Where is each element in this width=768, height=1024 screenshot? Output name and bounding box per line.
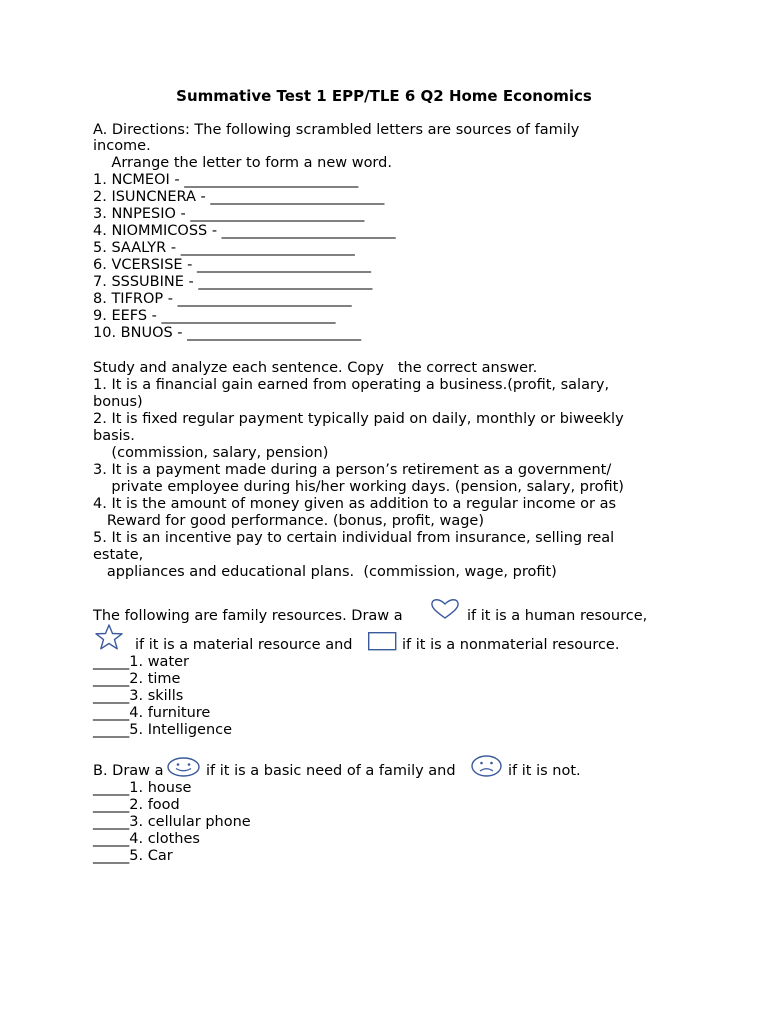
- scramble-item: 3. NNPESIO - ________________________: [93, 206, 365, 222]
- resources-text-c: if it is a material resource and: [135, 637, 353, 653]
- scramble-item: 9. EEFS - ________________________: [93, 308, 336, 324]
- need-item: _____5. Car: [93, 848, 173, 864]
- square-icon: [368, 632, 397, 651]
- study-line: bonus): [93, 394, 143, 410]
- section-b-text-c: if it is not.: [508, 763, 581, 779]
- section-b-text-b: if it is a basic need of a family and: [206, 763, 456, 779]
- scramble-item: 2. ISUNCNERA - ________________________: [93, 189, 385, 205]
- study-line: 4. It is the amount of money given as addition to a regular income or as: [93, 496, 617, 512]
- directions-line-2: income.: [93, 138, 151, 154]
- resource-item: _____1. water: [93, 654, 190, 670]
- star-icon: [94, 624, 124, 650]
- resource-item: _____2. time: [93, 671, 181, 687]
- study-line: 5. It is an incentive pay to certain individual from insurance, selling real: [93, 530, 615, 546]
- page-title: Summative Test 1 EPP/TLE 6 Q2 Home Economics: [176, 87, 592, 105]
- need-item: _____3. cellular phone: [93, 814, 251, 830]
- study-intro: Study and analyze each sentence. Copy the correct answer.: [93, 360, 538, 376]
- resource-item: _____3. skills: [93, 688, 184, 704]
- scramble-item: 7. SSSUBINE - ________________________: [93, 274, 373, 290]
- resource-item: _____5. Intelligence: [93, 722, 233, 738]
- heart-icon: [429, 597, 461, 621]
- directions-line-1: A. Directions: The following scrambled letters are sources of family: [93, 122, 580, 138]
- scramble-item: 5. SAALYR - ________________________: [93, 240, 355, 256]
- scramble-item: 10. BNUOS - ________________________: [93, 325, 362, 341]
- need-item: _____1. house: [93, 780, 192, 796]
- study-line: 1. It is a financial gain earned from operating a business.(profit, salary,: [93, 377, 610, 393]
- directions-line-3: Arrange the letter to form a new word.: [93, 155, 392, 171]
- study-line: estate,: [93, 547, 144, 563]
- scramble-item: 6. VCERSISE - ________________________: [93, 257, 372, 273]
- smiley-face-icon: [167, 757, 200, 777]
- study-line: appliances and educational plans. (commission, wage, profit): [93, 564, 557, 580]
- resources-text-a: The following are family resources. Draw a: [93, 608, 403, 624]
- scramble-item: 4. NIOMMICOSS - ________________________: [93, 223, 396, 239]
- scramble-item: 1. NCMEOI - ________________________: [93, 172, 359, 188]
- resources-text-d: if it is a nonmaterial resource.: [402, 637, 620, 653]
- resources-text-b: if it is a human resource,: [467, 608, 648, 624]
- study-line: 2. It is fixed regular payment typically paid on daily, monthly or biweekly: [93, 411, 624, 427]
- scramble-item: 8. TIFROP - ________________________: [93, 291, 352, 307]
- sad-face-icon: [471, 755, 502, 777]
- study-line: 3. It is a payment made during a person’s retirement as a government/: [93, 462, 612, 478]
- section-b-text-a: B. Draw a: [93, 763, 164, 779]
- study-line: basis.: [93, 428, 135, 444]
- study-line: Reward for good performance. (bonus, profit, wage): [93, 513, 484, 529]
- study-line: private employee during his/her working days. (pension, salary, profit): [93, 479, 624, 495]
- resource-item: _____4. furniture: [93, 705, 211, 721]
- need-item: _____2. food: [93, 797, 180, 813]
- study-line: (commission, salary, pension): [93, 445, 329, 461]
- need-item: _____4. clothes: [93, 831, 200, 847]
